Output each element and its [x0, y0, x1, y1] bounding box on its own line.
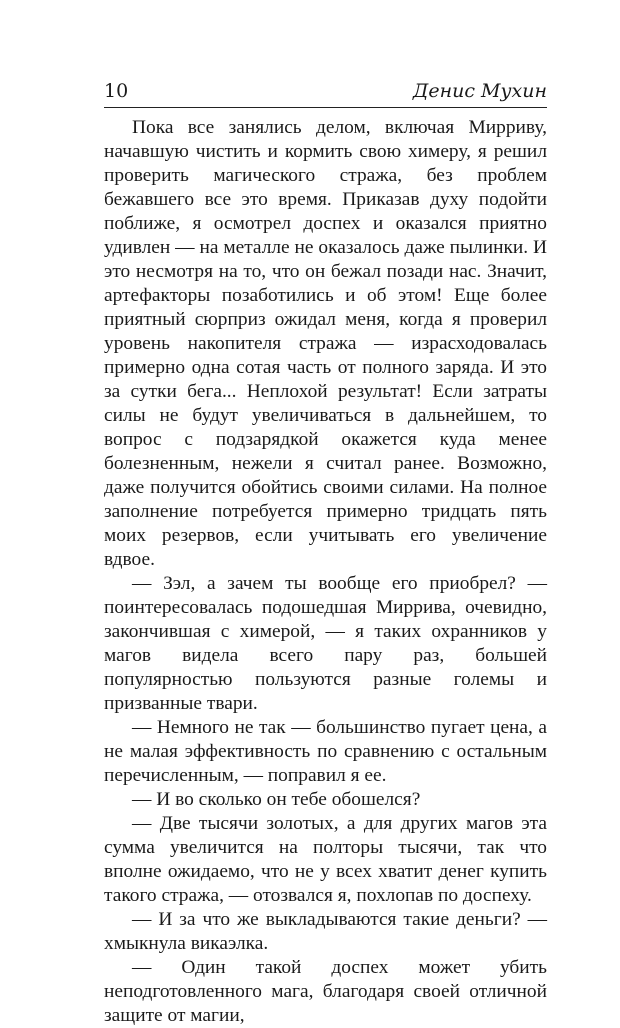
paragraph: — Зэл, а зачем ты вообще его приобрел? — поинтересовалась подошедшая Миррива, очевидно, закончившая с химерой, — я таких охранников у магов видела всего пару раз, большей популярностью пользуются разные големы и призванные твари.: [104, 573, 547, 714]
header-rule: [104, 107, 547, 108]
page-number: 10: [104, 80, 129, 102]
paragraph: — Немного не так — большинство пугает цена, а не малая эффективность по сравнению с остальным перечисленным, — поправил я ее.: [104, 717, 547, 786]
paragraph: — Две тысячи золотых, а для других магов эта сумма увеличится на полторы тысячи, так что вполне ожидаемо, что не у всех хватит денег купить такого стража, — отозвался я, похлопав по доспеху.: [104, 813, 547, 906]
paragraph: — Один такой доспех может убить неподготовленного мага, благодаря своей отличной защите от магии,: [104, 957, 547, 1026]
paragraph: — И за что же выкладываются такие деньги? — хмыкнула викаэлка.: [104, 909, 547, 954]
running-head: [104, 76, 547, 106]
paragraph: — И во сколько он тебе обошелся?: [132, 789, 421, 810]
running-title-author: Денис Мухин: [412, 80, 547, 102]
body-text: [104, 116, 547, 1028]
paragraph: Пока все занялись делом, включая Мирриву, начавшую чистить и кормить свою химеру, я решил проверить магического стража, без проблем бежавшего все это время. Приказав духу подойти поближе, я осмотрел доспех и оказался приятно удивлен — на металле не оказалось даже пылинки. И это несмотря на то, что он бежал позади нас. Значит, артефакторы позаботились и об этом! Еще более приятный сюрприз ожидал меня, когда я проверил уровень накопителя стража — израсходовалась примерно одна сотая часть от полного заряда. И это за сутки бега... Неплохой результат! Если затраты силы не будут увеличиваться в дальнейшем, то вопрос с подзарядкой окажется куда менее болезненным, нежели я считал ранее. Возможно, даже получится обойтись своими силами. На полное заполнение потребуется примерно тридцать пять моих резервов, если учитывать его увеличение вдвое.: [104, 117, 547, 570]
